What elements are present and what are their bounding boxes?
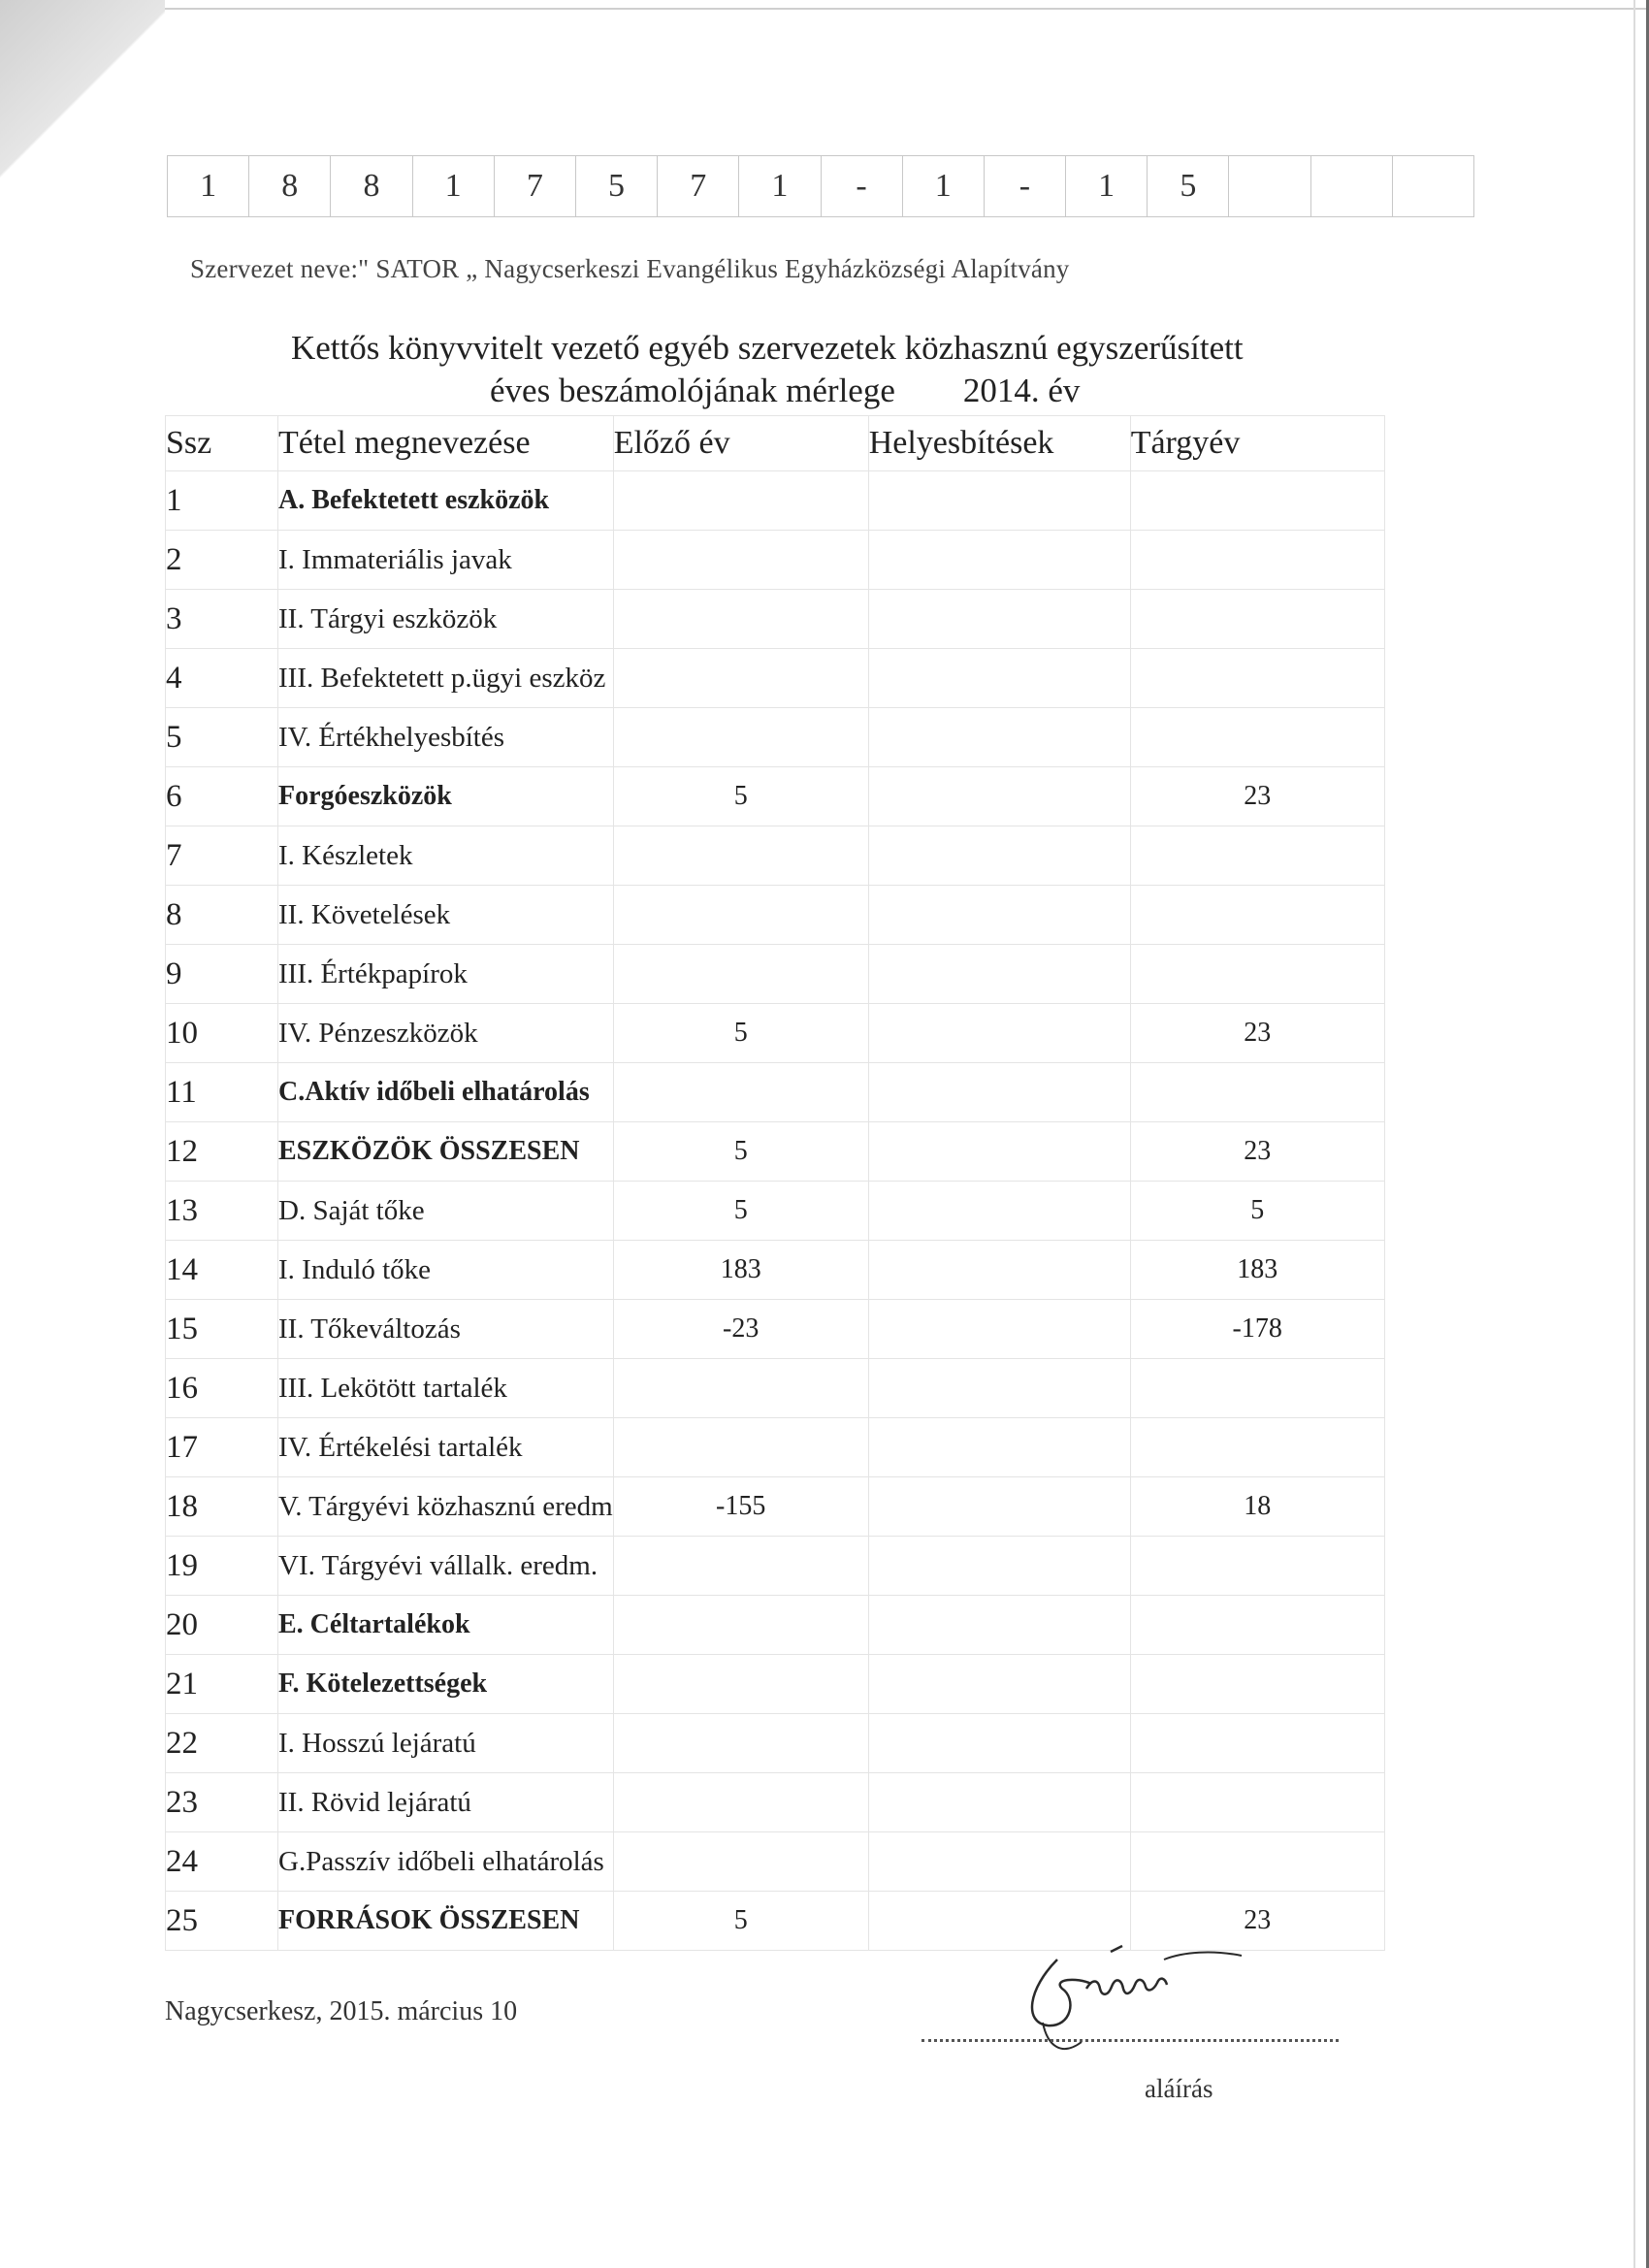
row-previous-year: 5 (613, 767, 868, 826)
header-ssz: Ssz (166, 416, 278, 471)
table-row (166, 945, 1385, 1004)
balance-sheet-table (165, 415, 1385, 1951)
row-number: 12 (166, 1122, 278, 1182)
row-adjustments (868, 471, 1130, 531)
row-adjustments (868, 1063, 1130, 1122)
row-previous-year (613, 531, 868, 590)
row-previous-year: 5 (613, 1182, 868, 1241)
row-previous-year (613, 1537, 868, 1596)
row-number: 19 (166, 1537, 278, 1596)
row-previous-year: -23 (613, 1300, 868, 1359)
row-previous-year (613, 1773, 868, 1832)
row-current-year (1130, 1537, 1384, 1596)
row-adjustments (868, 1122, 1130, 1182)
handwritten-signature (1018, 1930, 1271, 2057)
registration-digit-box: 1 (1065, 156, 1147, 216)
registration-digit-box: 7 (494, 156, 575, 216)
row-number: 21 (166, 1655, 278, 1714)
row-item-name: II. Követelések (278, 886, 614, 945)
table-row (166, 1004, 1385, 1063)
table-row (166, 1300, 1385, 1359)
row-previous-year (613, 1418, 868, 1477)
row-current-year (1130, 471, 1384, 531)
row-adjustments (868, 531, 1130, 590)
table-row (166, 1182, 1385, 1241)
row-previous-year: -155 (613, 1477, 868, 1537)
row-item-name: IV. Értékelési tartalék (278, 1418, 614, 1477)
table-row (166, 649, 1385, 708)
table-header-row (166, 416, 1385, 471)
row-previous-year (613, 708, 868, 767)
row-item-name: II. Rövid lejáratú (278, 1773, 614, 1832)
row-number: 17 (166, 1418, 278, 1477)
row-previous-year (613, 886, 868, 945)
signature-label: aláírás (1145, 2074, 1213, 2103)
title-year: 2014. év (962, 372, 1081, 409)
row-number: 8 (166, 886, 278, 945)
row-number: 20 (166, 1596, 278, 1655)
table-row (166, 1477, 1385, 1537)
row-adjustments (868, 708, 1130, 767)
row-current-year (1130, 1773, 1384, 1832)
row-previous-year: 183 (613, 1241, 868, 1300)
title-line-2-text: éves beszámolójának mérlege (490, 372, 895, 409)
row-item-name: II. Tőkeváltozás (278, 1300, 614, 1359)
row-adjustments (868, 1714, 1130, 1773)
table-row (166, 1122, 1385, 1182)
row-current-year (1130, 531, 1384, 590)
row-current-year: 23 (1130, 767, 1384, 826)
row-item-name: I. Induló tőke (278, 1241, 614, 1300)
row-adjustments (868, 1477, 1130, 1537)
row-previous-year: 5 (613, 1892, 868, 1951)
row-current-year (1130, 826, 1384, 886)
row-current-year (1130, 1714, 1384, 1773)
row-item-name: FORRÁSOK ÖSSZESEN (278, 1892, 614, 1951)
table-row (166, 471, 1385, 531)
row-current-year (1130, 590, 1384, 649)
row-item-name: I. Készletek (278, 826, 614, 886)
row-current-year: 23 (1130, 1892, 1384, 1951)
table-row (166, 1359, 1385, 1418)
row-item-name: E. Céltartalékok (278, 1596, 614, 1655)
row-adjustments (868, 590, 1130, 649)
row-item-name: C.Aktív időbeli elhatárolás (278, 1063, 614, 1122)
registration-digit-box: 1 (412, 156, 494, 216)
row-item-name: VI. Tárgyévi vállalk. eredm. (278, 1537, 614, 1596)
table-row (166, 1832, 1385, 1892)
row-item-name: Forgóeszközök (278, 767, 614, 826)
row-adjustments (868, 1241, 1130, 1300)
table-row (166, 1773, 1385, 1832)
row-adjustments (868, 1004, 1130, 1063)
row-item-name: V. Tárgyévi közhasznú eredm (278, 1477, 614, 1537)
row-current-year: 23 (1130, 1004, 1384, 1063)
row-adjustments (868, 826, 1130, 886)
row-item-name: F. Kötelezettségek (278, 1655, 614, 1714)
row-item-name: ESZKÖZÖK ÖSSZESEN (278, 1122, 614, 1182)
table-row (166, 1596, 1385, 1655)
row-adjustments (868, 1773, 1130, 1832)
table-row (166, 826, 1385, 886)
table-row (166, 1241, 1385, 1300)
row-current-year (1130, 1596, 1384, 1655)
row-previous-year (613, 826, 868, 886)
row-adjustments (868, 1182, 1130, 1241)
row-previous-year: 5 (613, 1004, 868, 1063)
row-current-year: -178 (1130, 1300, 1384, 1359)
row-previous-year (613, 1596, 868, 1655)
registration-digit-box: - (984, 156, 1065, 216)
registration-digit-box: 1 (167, 156, 248, 216)
row-item-name: III. Befektetett p.ügyi eszköz (278, 649, 614, 708)
row-number: 16 (166, 1359, 278, 1418)
row-current-year: 23 (1130, 1122, 1384, 1182)
row-adjustments (868, 1832, 1130, 1892)
registration-digit-box: 7 (657, 156, 738, 216)
document-title (291, 327, 1358, 412)
row-current-year (1130, 708, 1384, 767)
registration-digit-box (1228, 156, 1310, 216)
row-current-year (1130, 1418, 1384, 1477)
row-current-year (1130, 945, 1384, 1004)
row-current-year (1130, 1832, 1384, 1892)
row-item-name: IV. Pénzeszközök (278, 1004, 614, 1063)
row-previous-year: 5 (613, 1122, 868, 1182)
header-current-year: Tárgyév (1130, 416, 1384, 471)
row-number: 15 (166, 1300, 278, 1359)
registration-digit-box: 8 (248, 156, 330, 216)
registration-digit-box: 5 (575, 156, 657, 216)
row-number: 22 (166, 1714, 278, 1773)
row-adjustments (868, 886, 1130, 945)
row-adjustments (868, 1655, 1130, 1714)
row-item-name: III. Lekötött tartalék (278, 1359, 614, 1418)
table-row (166, 1714, 1385, 1773)
row-number: 3 (166, 590, 278, 649)
row-number: 23 (166, 1773, 278, 1832)
row-current-year (1130, 886, 1384, 945)
organization-name: Szervezet neve:" SATOR „ Nagycserkeszi Evangélikus Egyházközségi Alapítvány (190, 254, 1070, 283)
scan-corner-fold (0, 0, 165, 223)
row-current-year: 5 (1130, 1182, 1384, 1241)
row-previous-year (613, 1832, 868, 1892)
row-number: 18 (166, 1477, 278, 1537)
row-number: 7 (166, 826, 278, 886)
row-previous-year (613, 590, 868, 649)
registration-digit-box: - (821, 156, 902, 216)
row-item-name: I. Immateriális javak (278, 531, 614, 590)
row-number: 9 (166, 945, 278, 1004)
row-number: 6 (166, 767, 278, 826)
table-row (166, 1418, 1385, 1477)
row-adjustments (868, 1300, 1130, 1359)
table-row (166, 886, 1385, 945)
row-item-name: A. Befektetett eszközök (278, 471, 614, 531)
scan-right-shadow (1633, 0, 1635, 2268)
row-number: 10 (166, 1004, 278, 1063)
row-previous-year (613, 1359, 868, 1418)
row-item-name: I. Hosszú lejáratú (278, 1714, 614, 1773)
row-item-name: II. Tárgyi eszközök (278, 590, 614, 649)
row-current-year (1130, 1655, 1384, 1714)
table-row (166, 1063, 1385, 1122)
row-number: 4 (166, 649, 278, 708)
row-item-name: III. Értékpapírok (278, 945, 614, 1004)
registration-digit-box: 8 (330, 156, 411, 216)
row-number: 2 (166, 531, 278, 590)
row-item-name: D. Saját tőke (278, 1182, 614, 1241)
row-number: 11 (166, 1063, 278, 1122)
header-item-name: Tétel megnevezése (278, 416, 614, 471)
row-item-name: G.Passzív időbeli elhatárolás (278, 1832, 614, 1892)
title-line-1: Kettős könyvvitelt vezető egyéb szervezetek közhasznú egyszerűsített (291, 329, 1244, 367)
scan-top-edge (165, 8, 1649, 10)
registration-digit-box (1310, 156, 1392, 216)
row-previous-year (613, 1655, 868, 1714)
registration-digit-box (1392, 156, 1474, 216)
row-previous-year (613, 1063, 868, 1122)
table-row (166, 767, 1385, 826)
row-previous-year (613, 1714, 868, 1773)
row-number: 13 (166, 1182, 278, 1241)
row-adjustments (868, 1537, 1130, 1596)
table-row (166, 531, 1385, 590)
row-number: 5 (166, 708, 278, 767)
row-current-year (1130, 1063, 1384, 1122)
row-current-year: 18 (1130, 1477, 1384, 1537)
row-number: 1 (166, 471, 278, 531)
row-adjustments (868, 1359, 1130, 1418)
row-number: 24 (166, 1832, 278, 1892)
row-current-year: 183 (1130, 1241, 1384, 1300)
registration-number-boxes (167, 155, 1474, 217)
row-current-year (1130, 1359, 1384, 1418)
row-adjustments (868, 945, 1130, 1004)
registration-digit-box: 1 (738, 156, 820, 216)
signature-line (922, 2039, 1339, 2042)
row-adjustments (868, 1418, 1130, 1477)
row-previous-year (613, 649, 868, 708)
row-previous-year (613, 945, 868, 1004)
row-item-name: IV. Értékhelyesbítés (278, 708, 614, 767)
title-line-2 (291, 370, 1358, 412)
row-current-year (1130, 649, 1384, 708)
header-adjustments: Helyesbítések (868, 416, 1130, 471)
row-number: 25 (166, 1892, 278, 1951)
header-previous-year: Előző év (613, 416, 868, 471)
registration-digit-box: 5 (1147, 156, 1228, 216)
row-adjustments (868, 767, 1130, 826)
table-row (166, 708, 1385, 767)
row-adjustments (868, 649, 1130, 708)
table-row (166, 1537, 1385, 1596)
row-number: 14 (166, 1241, 278, 1300)
row-previous-year (613, 471, 868, 531)
place-and-date: Nagycserkesz, 2015. március 10 (165, 1996, 518, 2026)
table-row (166, 1655, 1385, 1714)
registration-digit-box: 1 (902, 156, 984, 216)
row-adjustments (868, 1596, 1130, 1655)
table-row (166, 590, 1385, 649)
